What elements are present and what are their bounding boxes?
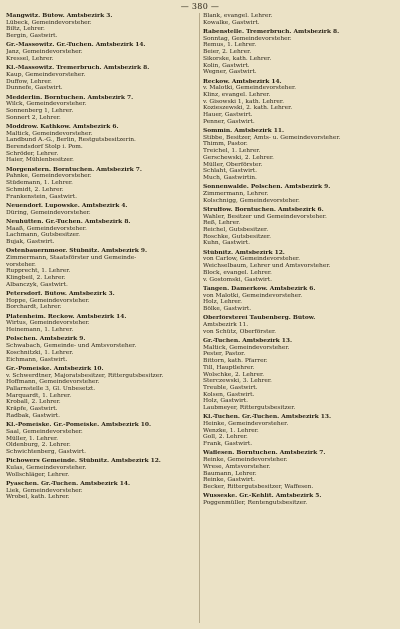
official-line: Block, evangel. Lehrer. [203, 269, 272, 276]
official-line: Klingbeil, 2. Lehrer. [6, 275, 66, 282]
official-line: Wollschläger, Lehrer. [6, 471, 70, 478]
place-heading: Pyaschen. Gr.-Tuchen. Amtsbezirk 14. [6, 480, 130, 487]
official-line: Roschke, Gutsbesitzer. [203, 233, 271, 240]
place-entry [203, 184, 395, 204]
official-line: Wrese, Amtsvorsteher. [203, 463, 271, 470]
official-line: Treuble, Gastwirt. [203, 384, 258, 391]
official-line: Hoppe, Gemeindevorsteher. [6, 297, 90, 304]
official-line: Marquardt, 1. Lehrer. [6, 392, 72, 399]
official-line: Bujak, Gastwirt. [6, 238, 55, 245]
official-line: Laubmeyer, Rittergutsbesitzer. [203, 405, 296, 412]
official-line: von Malotki, Gemeindevorsteher. [203, 292, 303, 299]
official-line: Sonnenberg 1, Lehrer. [6, 107, 74, 114]
place-entry [203, 207, 395, 247]
place-entry [6, 42, 198, 62]
official-line: Haier, Mühlenbesitzer. [6, 157, 74, 164]
official-line: Thimm, Pastor. [203, 141, 248, 148]
place-entry [203, 128, 395, 182]
place-heading: Oberförsterei Taubenberg. Bütow. [203, 315, 316, 322]
official-line: Hauer, Gastwirt. [203, 112, 253, 119]
official-line: Gerschewski, 2. Lehrer. [203, 154, 274, 161]
official-line: Kulas, Gemeindevorsteher. [6, 464, 87, 471]
place-entry [6, 203, 198, 216]
place-entry [203, 286, 395, 313]
official-line: Becker, Rittergutsbesitzer, Waffesen. [203, 483, 314, 490]
official-line: Goll, 2. Lehrer. [203, 434, 248, 441]
place-heading: Neuendorf. Lupowske. Amtsbezirk 4. [6, 202, 128, 209]
place-entry [203, 29, 395, 76]
official-line: Kuhn, Gastwirt. [203, 240, 250, 247]
official-line: Poggenmüller, Rentengutsbesitzer. [203, 499, 308, 506]
official-line: Wirtus, Gemeindevorsteher. [6, 320, 90, 327]
place-heading: Polschen. Amtsbezirk 9. [6, 336, 86, 343]
place-heading: Medderlin. Borntuchen. Amtsbezirk 7. [6, 94, 134, 101]
official-line: Treichel, 1. Lehrer. [203, 148, 261, 155]
official-line: Berendsdorf Stolp i. Pom. [6, 144, 83, 151]
place-heading: Sonnenwalde. Polschen. Amtsbezirk 9. [203, 184, 331, 191]
official-line: Müller, Oberförster. [203, 161, 263, 168]
official-line: Pester, Pastor. [203, 351, 246, 358]
place-heading: Gr.-Tuchen. Amtsbezirk 13. [203, 337, 293, 344]
official-line: Stüdemann, 1. Lehrer. [6, 180, 73, 187]
official-line: Reß, Lehrer. [203, 220, 241, 227]
official-line: Sikorske, kath. Lehrer. [203, 55, 272, 62]
place-entry [203, 414, 395, 448]
place-heading: Pichowers Gemeinde. Stübnitz. Amtsbezirk 12. [6, 458, 161, 465]
place-heading: Waflesen. Borntuchen. Amtsbezirk 7. [203, 450, 326, 457]
official-line: Duffow, Lehrer. [6, 78, 52, 85]
official-line: Kozieszewski, 2. kath. Lehrer. [203, 105, 293, 112]
official-line: Frankenstein, Gastwirt. [6, 193, 77, 200]
place-heading: Moddrow. Kathkow. Amtsbezirk 6. [6, 123, 119, 130]
official-line: Bölke, Gastwirt. [203, 305, 252, 312]
official-line: Stibbe, Besitzer, Amts- u. Gemeindevorsteher. [203, 134, 341, 141]
official-line: Much, Gastwirtin. [203, 174, 257, 181]
official-line: vorsteher. [6, 261, 36, 268]
official-line: Sonntag, Gemeindevorsteher. [203, 35, 292, 42]
official-line: Amtsbezirk 11. [203, 321, 249, 328]
official-line: Wegner, Gastwirt. [203, 69, 257, 76]
place-heading: Sommin. Amtsbezirk 11. [203, 128, 285, 135]
official-line: Schmidt, 2. Lehrer. [6, 186, 64, 193]
official-line: Eichmann, Gastwirt. [6, 356, 68, 363]
place-entry [6, 291, 198, 311]
place-heading: Struffow. Borntuchen. Amtsbezirk 6. [203, 206, 324, 213]
official-line: v. Malotki, Gemeindevorsteher. [203, 85, 296, 92]
official-line: Kroball, 2. Lehrer. [6, 399, 61, 406]
official-line: Till, Hauptlehrer. [203, 364, 255, 371]
place-heading: Petersdorf. Bütow. Amtsbezirk 3. [6, 291, 115, 298]
official-line: v. Schwerdtner, Majoratsbesitzer, Rittergutsbesitzer. [6, 372, 164, 379]
page-number: — 380 — [180, 2, 220, 11]
official-line: Lachmann, Gutsbesitzer. [6, 232, 80, 239]
official-line: Lübeck, Gemeindevorsteher. [6, 19, 92, 26]
place-heading: Morgenstern. Borntuchen. Amtsbezirk 7. [6, 166, 142, 173]
official-line: Liek, Gemeindevorsteher. [6, 487, 83, 494]
column-divider [199, 13, 200, 623]
place-heading: Kl.-Tuchen. Gr.-Tuchen. Amtsbezirk 13. [203, 414, 332, 421]
place-heading: Tangen. Damerkow. Amtsbezirk 6. [203, 285, 316, 292]
place-heading: Ostenbauernmoor. Stübnitz. Amtsbezirk 9. [6, 248, 148, 255]
official-line: Zimmermann, Staatsförster und Gemeinde- [6, 254, 137, 261]
place-entry [6, 248, 198, 288]
official-line: Wolschke, 2. Lehrer. [203, 371, 265, 378]
official-line: Sterczewski, 3. Lehrer. [203, 378, 272, 385]
official-line: Penner, Gastwirt. [203, 118, 255, 125]
official-line: Kräpfe, Gastwirt. [6, 406, 58, 413]
official-line: Reinke, Gastwirt. [203, 477, 255, 484]
official-line: Zimmermann, Lehrer. [203, 190, 269, 197]
official-line: Kressel, Lehrer. [6, 55, 54, 62]
official-line: von Schütz, Oberförster. [203, 328, 277, 335]
place-entry [6, 219, 198, 246]
official-line: Schröder, Lehrer. [6, 150, 59, 157]
place-heading: Reckow. Amtsbezirk 14. [203, 78, 282, 85]
official-line: Reichel, Gutsbesitzer. [203, 227, 269, 234]
place-entry [6, 458, 198, 478]
official-line: Radbak, Gastwirt. [6, 412, 61, 419]
official-line: Pahnke, Gemeindevorsteher. [6, 173, 92, 180]
official-line: Reinke, Gemeindevorsteher. [203, 457, 288, 464]
place-entry [6, 13, 198, 40]
official-line: Frank, Gastwirt. [203, 441, 253, 448]
official-line: Pallarnstelle 3, Gl. Unbesetzt. [6, 385, 96, 392]
place-heading: Kl.-Pomeiske. Gr.-Pomeiske. Amtsbezirk 10. [6, 422, 152, 429]
place-entry [203, 13, 395, 26]
place-heading: Stübnitz. Amtsbezirk 12. [203, 249, 285, 256]
official-line: Biltz, Lehrer. [6, 26, 45, 33]
official-line: v. Gostomski, Gastwirt. [203, 276, 272, 283]
place-entry [6, 65, 198, 92]
official-line: Hoffmann, Gemeindevorsteher. [6, 379, 100, 386]
official-line: Koschnitzki, 1. Lehrer. [6, 349, 74, 356]
official-line: Borchardt, Lehrer. [6, 304, 62, 311]
place-heading: Kl.-Massowitz. Tremerbruch. Amtsbezirk 8. [6, 65, 150, 72]
official-line: Holz, Lehrer. [203, 299, 242, 306]
official-line: Holz, Gastwirt. [203, 398, 249, 405]
place-entry [203, 493, 395, 506]
official-line: Weichselbaum, Lehrer und Amtsvorsteher. [203, 263, 331, 270]
official-line: Janz, Gemeindevorsteher. [6, 49, 83, 56]
official-line: Heinke, Gemeindevorsteher. [203, 421, 289, 428]
official-line: Maaß, Gemeindevorsteher. [6, 225, 87, 232]
official-line: Rupprecht, 1. Lehrer. [6, 268, 71, 275]
official-line: Kolsen, Gastwirt. [203, 391, 255, 398]
official-line: Bergin, Gastwirt. [6, 33, 58, 40]
place-entry [6, 314, 198, 334]
official-line: Schwichtenberg, Gastwirt. [6, 448, 86, 455]
place-entry [203, 250, 395, 284]
official-line: Müller, 1. Lehrer. [6, 435, 59, 442]
place-entry [6, 167, 198, 201]
left-column [6, 13, 198, 504]
official-line: Maltick, Gemeindevorsteher. [203, 344, 290, 351]
official-line: Heinemann, 1. Lehrer. [6, 327, 74, 334]
place-entry [6, 95, 198, 122]
place-heading: Neuhütten. Gr.-Tuchen. Amtsbezirk 8. [6, 218, 131, 225]
official-line: Oldenburg, 2. Lehrer. [6, 442, 71, 449]
right-column [203, 13, 395, 509]
place-entry [6, 336, 198, 363]
place-heading: Platenheim. Reckow. Amtsbezirk 14. [6, 313, 127, 320]
official-line: Kolschnigg, Gemeindevorsteher. [203, 197, 300, 204]
official-line: Bittorn, kath. Pfarrer. [203, 358, 268, 365]
official-line: Wrobel, kath. Lehrer. [6, 494, 70, 501]
official-line: Maltick, Gemeindevorsteher. [6, 130, 93, 137]
official-line: Remus, 1. Lehrer. [203, 42, 257, 49]
place-entry [6, 422, 198, 456]
place-entry [203, 338, 395, 412]
official-line: Landbund A.-G., Berlin, Restgutsbesitzerin. [6, 137, 136, 144]
official-line: Klinz, evangel. Lehrer. [203, 91, 271, 98]
official-line: Kowalke, Gastwirt. [203, 19, 260, 26]
official-line: Kaup, Gemeindevorsteher. [6, 71, 86, 78]
place-entry [203, 450, 395, 490]
official-line: Saal, Gemeindevorsteher. [6, 428, 83, 435]
official-line: Albanczyk, Gastwirt. [6, 281, 68, 288]
official-line: Schlaht, Gastwirt. [203, 168, 258, 175]
place-entry [6, 481, 198, 501]
official-line: Baumann, Lehrer. [203, 470, 257, 477]
official-line: Sonnert 2, Lehrer. [6, 114, 61, 121]
official-line: Dunnefe, Gastwirt. [6, 85, 63, 92]
place-entry [6, 124, 198, 164]
place-heading: Wusseske. Gr.-Kehlit. Amtsbezirk 5. [203, 493, 322, 500]
place-heading: Gr.-Pomeiske. Amtsbezirk 10. [6, 365, 104, 372]
place-entry [203, 315, 395, 335]
official-line: Beier, 2. Lehrer. [203, 49, 252, 56]
official-line: Wahler, Besitzer und Gemeindevorsteher. [203, 213, 327, 220]
place-entry [203, 79, 395, 126]
official-line: von Carlow, Gemeindevorsteher. [203, 256, 300, 263]
official-line: v. Gisowski 1, kath. Lehrer. [203, 98, 284, 105]
official-line: Wenzke, 1. Lehrer. [203, 427, 259, 434]
official-line: Düring, Gemeindevorsteher. [6, 209, 91, 216]
official-line: Kolin, Gastwirt. [203, 62, 250, 69]
place-heading: Mangwitz. Bütow. Amtsbezirk 3. [6, 13, 113, 19]
place-heading: Gr.-Massowitz. Gr.-Tuchen. Amtsbezirk 14. [6, 42, 146, 49]
official-line: Blank, evangel. Lehrer. [203, 13, 273, 19]
place-entry [6, 366, 198, 420]
official-line: Schwabach, Gemeinde- und Amtsvorsteher. [6, 343, 137, 350]
official-line: Wilck, Gemeindevorsteher. [6, 101, 87, 108]
place-heading: Rabenstelle. Tremerbruch. Amtsbezirk 8. [203, 29, 340, 35]
